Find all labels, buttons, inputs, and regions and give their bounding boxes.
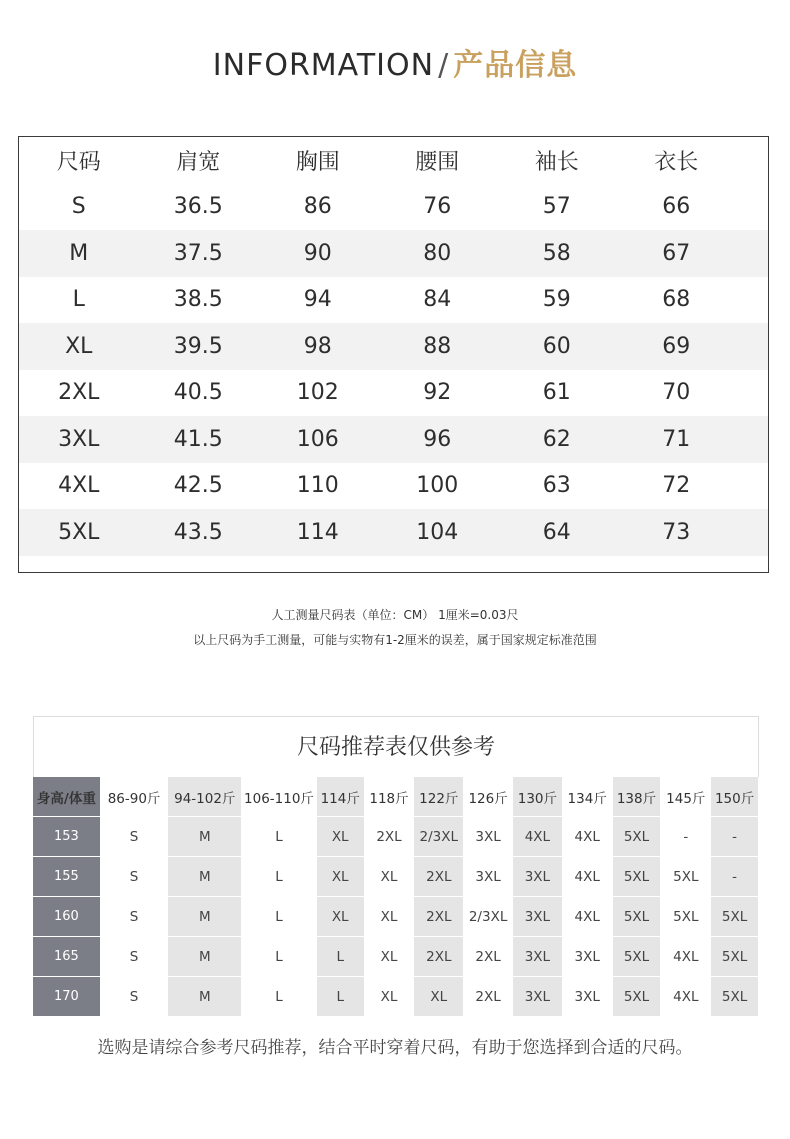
height-label: 160 [33,897,101,936]
size-cell: 68 [662,287,691,313]
recommend-size-cell: 5XL [711,977,759,1016]
recommend-size-cell: XL [365,897,415,936]
recommend-size-cell: XL [317,817,365,856]
weight-header: 145斤 [661,777,711,816]
recommend-size-cell: 2XL [414,937,464,976]
size-cell: 98 [303,333,332,359]
recommend-size-cell: 3XL [513,977,563,1016]
recommend-size-cell: 5XL [661,857,711,896]
size-cell: 88 [423,333,452,359]
weight-header: 118斤 [365,777,415,816]
recommend-row [33,857,759,897]
recommend-size-cell: 2XL [464,937,513,976]
tolerance-note: 以上尺码为手工测量，可能与实物有1-2厘米的误差，属于国家规定标准范围 [193,633,597,647]
recommend-size-cell: 2/3XL [414,817,464,856]
recommend-size-cell: S [101,857,169,896]
height-label: 170 [33,977,101,1016]
title-separator: / [438,48,450,83]
size-cell: 4XL [58,473,100,499]
title-chinese: 产品信息 [453,48,578,83]
recommend-size-cell: 5XL [613,937,662,976]
recommend-size-cell: - [661,817,711,856]
footer-advice: 选购是请综合参考尺码推荐，结合平时穿着尺码，有助于您选择到合适的尺码。 [97,1038,693,1058]
weight-header: 86-90斤 [101,777,169,816]
size-cell: 61 [542,380,571,406]
size-cell: 70 [662,380,691,406]
recommend-size-cell: L [242,817,317,856]
size-table-row [19,230,768,277]
recommend-size-cell: 5XL [613,977,662,1016]
recommend-size-cell: 2/3XL [464,897,513,936]
size-cell: 59 [542,287,571,313]
weight-header: 126斤 [464,777,513,816]
size-cell: 80 [423,240,452,266]
weight-header: 94-102斤 [168,777,242,816]
size-cell: 73 [662,519,691,545]
recommend-size-cell: 3XL [513,897,563,936]
recommend-size-cell: 4XL [563,817,613,856]
recommend-size-cell: 3XL [513,937,563,976]
size-cell: 96 [423,426,452,452]
size-cell: 102 [296,380,339,406]
recommend-size-cell: XL [317,897,365,936]
size-cell: 39.5 [173,333,223,359]
column-header: 胸围 [295,149,340,175]
size-recommend-table [33,777,759,1017]
recommend-size-cell: 4XL [563,897,613,936]
size-cell: 104 [416,519,459,545]
size-cell: 100 [416,473,459,499]
title-english: INFORMATION [212,48,435,83]
recommend-size-cell: 2XL [365,817,415,856]
size-table-header [19,137,768,184]
recommend-size-cell: 3XL [464,857,513,896]
size-cell: 76 [423,194,452,220]
size-cell: S [71,194,86,220]
size-cell: 3XL [58,426,100,452]
recommend-size-cell: S [101,817,169,856]
height-label: 165 [33,937,101,976]
size-cell: 90 [303,240,332,266]
recommend-size-cell: XL [317,857,365,896]
column-header: 尺码 [56,149,101,175]
recommend-size-cell: L [242,977,317,1016]
recommend-size-cell: 3XL [513,857,563,896]
recommend-size-cell: XL [365,937,415,976]
size-cell: 106 [296,426,339,452]
recommend-size-cell: M [168,977,242,1016]
recommend-size-cell: 3XL [563,977,613,1016]
size-cell: 5XL [58,519,100,545]
recommend-size-cell: XL [365,977,415,1016]
weight-header: 138斤 [613,777,662,816]
size-cell: 64 [542,519,571,545]
recommend-size-cell: - [711,817,759,856]
size-cell: 66 [662,194,691,220]
size-cell: 43.5 [173,519,223,545]
recommend-size-cell: 4XL [563,857,613,896]
size-cell: 69 [662,333,691,359]
recommend-size-cell: 4XL [661,977,711,1016]
recommend-size-cell: L [242,857,317,896]
size-cell: 71 [662,426,691,452]
recommend-size-cell: M [168,897,242,936]
recommend-size-cell: 5XL [711,897,759,936]
size-table-row [19,370,768,417]
recommend-table-title: 尺码推荐表仅供参考 [33,716,759,777]
recommend-size-cell: 2XL [414,897,464,936]
recommend-size-cell: 4XL [513,817,563,856]
size-cell: 60 [542,333,571,359]
size-cell: 2XL [58,380,100,406]
size-cell: 94 [303,287,332,313]
size-table-row [19,463,768,510]
recommend-size-cell: S [101,937,169,976]
column-header: 肩宽 [176,149,221,175]
size-cell: 114 [296,519,339,545]
size-cell: 63 [542,473,571,499]
weight-header: 114斤 [317,777,365,816]
size-cell: 37.5 [173,240,223,266]
recommend-size-cell: M [168,857,242,896]
recommend-size-cell: XL [365,857,415,896]
height-weight-label: 身高/体重 [33,777,101,816]
weight-header: 122斤 [414,777,464,816]
recommend-header-row [33,777,759,817]
size-cell: 41.5 [173,426,223,452]
recommend-size-cell: XL [414,977,464,1016]
size-cell: L [72,287,85,313]
size-cell: 58 [542,240,571,266]
size-cell: 67 [662,240,691,266]
recommend-row [33,937,759,977]
size-cell: 40.5 [173,380,223,406]
size-cell: 42.5 [173,473,223,499]
weight-header: 150斤 [711,777,759,816]
size-cell: 36.5 [173,194,223,220]
recommend-size-cell: 2XL [414,857,464,896]
column-header: 衣长 [654,149,699,175]
column-header: 袖长 [534,149,579,175]
recommend-size-cell: M [168,817,242,856]
recommend-size-cell: 5XL [661,897,711,936]
recommend-size-cell: - [711,857,759,896]
page-title [0,40,790,84]
recommend-size-cell: L [242,897,317,936]
recommend-size-cell: L [317,977,365,1016]
size-table-row [19,416,768,463]
recommend-size-cell: 5XL [613,897,662,936]
recommend-size-cell: 5XL [613,817,662,856]
height-label: 155 [33,857,101,896]
recommend-size-cell: 3XL [563,937,613,976]
recommend-row [33,897,759,937]
recommend-size-cell: 5XL [711,937,759,976]
size-chart-rows [19,137,768,556]
recommend-size-cell: L [242,937,317,976]
recommend-row [33,817,759,857]
weight-header: 106-110斤 [242,777,317,816]
recommend-size-cell: 3XL [464,817,513,856]
size-cell: 86 [303,194,332,220]
size-table-row [19,509,768,556]
size-cell: XL [65,333,93,359]
size-cell: 72 [662,473,691,499]
weight-header: 130斤 [513,777,563,816]
size-table-row [19,323,768,370]
recommend-size-cell: 5XL [613,857,662,896]
size-chart-table [18,136,769,573]
recommend-row [33,977,759,1017]
recommend-size-cell: 2XL [464,977,513,1016]
recommend-size-cell: M [168,937,242,976]
size-cell: 57 [542,194,571,220]
measurement-note: 人工测量尺码表（单位：CM） 1厘米=0.03尺 [271,608,519,622]
height-label: 153 [33,817,101,856]
column-header: 腰围 [415,149,460,175]
recommend-size-cell: L [317,937,365,976]
size-table-row [19,184,768,231]
recommend-size-cell: 4XL [661,937,711,976]
size-cell: 110 [296,473,339,499]
recommend-size-cell: S [101,977,169,1016]
size-cell: 84 [423,287,452,313]
size-cell: 62 [542,426,571,452]
recommend-size-cell: S [101,897,169,936]
size-cell: 38.5 [173,287,223,313]
size-cell: 92 [423,380,452,406]
size-cell: M [69,240,89,266]
size-table-row [19,277,768,324]
weight-header: 134斤 [563,777,613,816]
